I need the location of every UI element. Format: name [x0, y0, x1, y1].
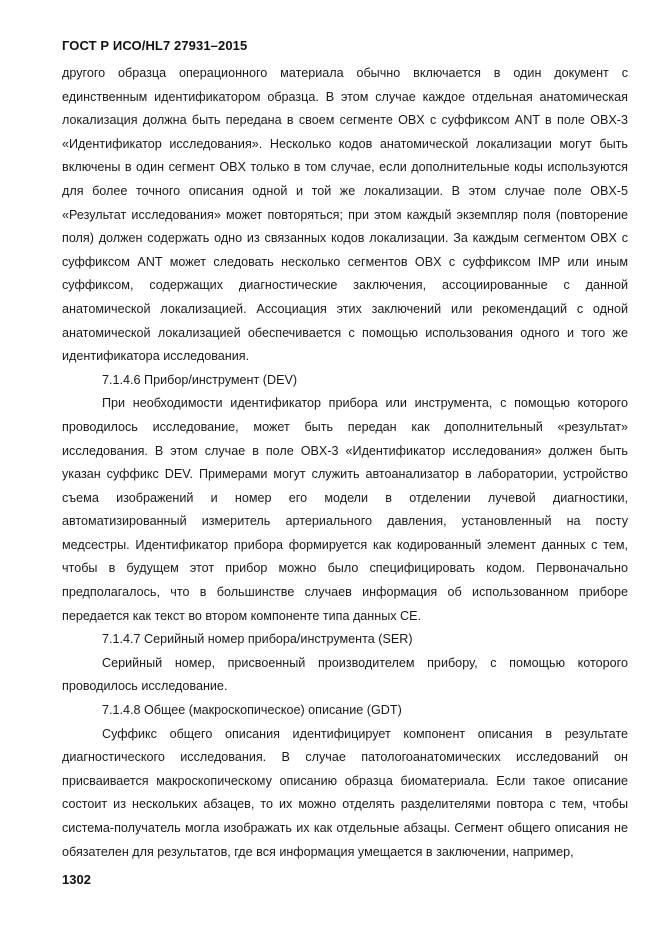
paragraph-specimen-continuation: другого образца операционного материала обычно включается в один документ с единственным идентификатором образца. В этом случае каждое отдельная анатомическая локализация должна быть передана в своем сегменте OBX с суффиксом ANT в поле OBX-3 «Идентификатор исследования». Несколько кодов анатомической локализации могут быть включены в один сегмент OBX только в том случае, если дополнительные коды используются для более точного описания одной и той же локализации. В этом случае поле OBX-5 «Результат исследования» может повторяться; при этом каждый экземпляр поля (повторение поля) должен содержать одно из связанных кодов локализации. За каждым сегментом OBX с суффиксом ANT может следовать несколько сегментов OBX с суффиксом IMP или иным суффиксом, содержащих диагностические заключения, ассоциированные с данной анатомической локализацией. Ассоциация этих заключений или рекомендаций с одной анатомической локализацией обеспечивается с помощью использования одного и того же идентификатора исследования. [62, 66, 628, 364]
paragraph-device-identifier: При необходимости идентификатор прибора или инструмента, с помощью которого проводилось исследование, может быть передан как дополнительный «результат» исследования. В этом случае в поле OBX-3 «Идентификатор исследования» должен быть указан суффикс DEV. Примерами могут служить автоанализатор в лаборатории, устройство съема изображений и номер его модели в отделении лучевой диагностики, автоматизированный измеритель артериального давления, установленный на посту медсестры. Идентификатор прибора формируется как кодированный элемент данных с тем, чтобы в будущем этот прибор можно было специфицировать кодом. Первоначально предполагалось, что в большинстве случаев информация об использованном приборе передается как текст во втором компоненте типа данных CE. [62, 396, 628, 623]
paragraph-serial-number: Серийный номер, присвоенный производителем прибору, с помощью которого проводилось исследование. [62, 655, 628, 694]
page-number: 1302 [62, 872, 91, 887]
section-heading-7-1-4-6: 7.1.4.6 Прибор/инструмент (DEV) [102, 372, 298, 387]
paragraph-gross-description: Суффикс общего описания идентифицирует компонент описания в результате диагностического исследования. В случае патологоанатомических исследований он присваивается макроскопическому описанию образца биоматериала. Если такое описание состоит из нескольких абзацев, то их можно отделять разделителями повтора с тем, чтобы система-получатель могла изображать их как отдельные абзацы. Сегмент общего описания не обязателен для результатов, где вся информация умещается в заключении, например, [62, 726, 628, 859]
page-header-standard-title: ГОСТ Р ИСО/HL7 27931–2015 [62, 38, 248, 53]
document-body [62, 62, 628, 864]
section-heading-7-1-4-8: 7.1.4.8 Общее (макроскопическое) описание (GDT) [102, 703, 402, 718]
section-heading-7-1-4-7: 7.1.4.7 Серийный номер прибора/инструмента (SER) [102, 632, 413, 647]
